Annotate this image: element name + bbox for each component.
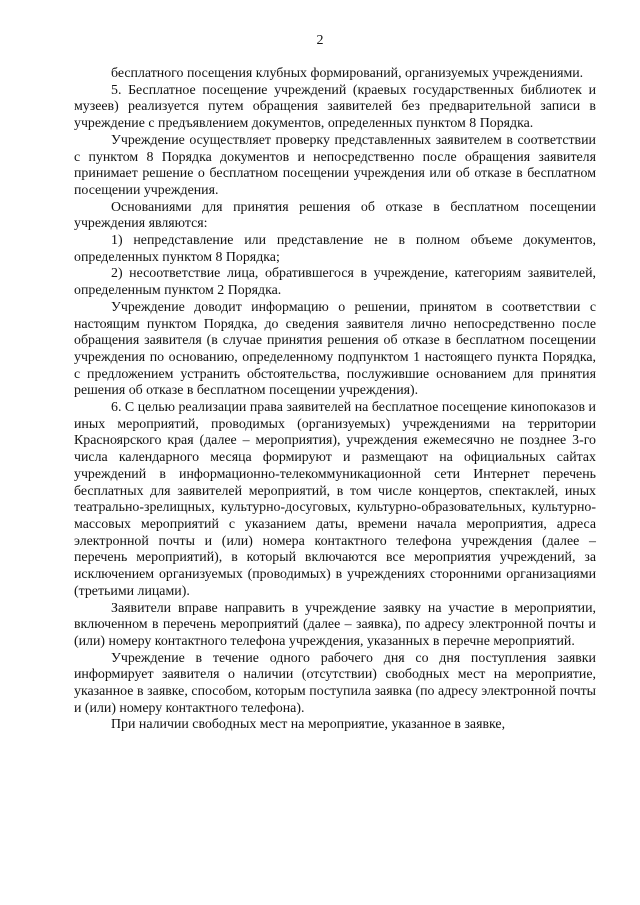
paragraph: 2) несоответствие лица, обратившегося в учреждение, категориям заявителей, определенным пунктом 2 Порядка.	[74, 266, 596, 299]
paragraph: Основаниями для принятия решения об отказе в бесплатном посещении учреждения являются:	[74, 199, 596, 232]
paragraph: При наличии свободных мест на мероприятие, указанное в заявке,	[111, 717, 506, 733]
paragraph: Заявители вправе направить в учреждение заявку на участие в мероприятии, включенном в перечень мероприятий (далее – заявка), по адресу электронной почты и (или) номеру контактного телефона учреждения, указанных в перечне мероприятий.	[74, 600, 596, 649]
paragraph: бесплатного посещения клубных формирований, организуемых учреждениями.	[111, 66, 584, 81]
paragraph: Учреждение осуществляет проверку представленных заявителем в соответствии с пунктом 8 Порядка документов и непосредственно после обращения заявителя принимает решение о бесплатном посещении учреждения или об отказе в бесплатном посещении учреждения.	[74, 132, 596, 198]
paragraph: 5. Бесплатное посещение учреждений (краевых государственных библиотек и музеев) реализуется путем обращения заявителей без предварительной записи в учреждение с предъявлением документов, определенных пунктом 8 Порядка.	[74, 82, 596, 132]
paragraph: Учреждение в течение одного рабочего дня со дня поступления заявки информирует заявителя о наличии (отсутствии) свободных мест на мероприятие, указанное в заявке, способом, которым поступила заявка (по адресу электронной почты и (или) номеру контактного телефона).	[74, 650, 596, 716]
paragraph: Учреждение доводит информацию о решении, принятом в соответствии с настоящим пунктом Порядка, до сведения заявителя лично непосредственно после обращения заявителя (в случае принятия решения об отказе в бесплатном посещении учреждения по основанию, определенному подпунктом 1 настоящего пункта Порядка, с предложением устранить обстоятельства, послужившие основанием для принятия решения об отказе в бесплатном посещении учреждения).	[74, 299, 596, 399]
document-body	[74, 66, 596, 734]
page-number: 2	[316, 33, 324, 48]
paragraph: 1) непредставление или представление не в полном объеме документов, определенных пунктом 8 Порядка;	[74, 233, 596, 265]
paragraph: 6. С целью реализации права заявителей на бесплатное посещение кинопоказов и иных мероприятий, проводимых (организуемых) учреждениями на территории Красноярского края (далее – мероприятия), учреждения ежемесячно не позднее 3-го числа календарного месяца формируют и размещают на официальных сайтах учреждений в информационно-телекоммуникационной сети Интернет перечень бесплатных для заявителей мероприятий, в том числе концертов, спектаклей, иных театрально-зрелищных, культурно-досуговых, культурно-образовательных, культурно-массовых мероприятий с указанием даты, времени начала мероприятия, адреса электронной почты и (или) номера контактного телефона учреждения (далее – перечень мероприятий), в который включаются все мероприятия учреждений, за исключением организуемых (проводимых) в учреждениях сторонними организациями (третьими лицами).	[74, 400, 596, 599]
